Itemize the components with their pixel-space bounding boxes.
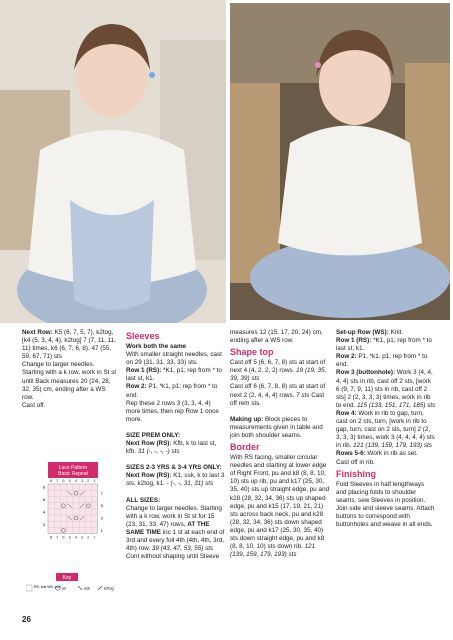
chart-row-number: 2 xyxy=(43,521,46,527)
b-rows56-text: Work in rib as set. xyxy=(367,450,418,458)
b-row4-label: Row 4: xyxy=(336,409,357,417)
all-sizes-heading: ALL SIZES: xyxy=(126,496,161,504)
chart-col-number: 3 xyxy=(80,478,84,483)
shape-p3-count: 7 sts xyxy=(296,391,310,399)
finishing-text: Fold Sleeves in half lengthways and placing folds to shoulder seams, sew Sleeves in position. Join side and sleeve seams. Attach buttons to correspond with buttonholes and weave in all ends. xyxy=(336,480,435,529)
lace-pattern-chart xyxy=(31,462,121,577)
next-row-label: Next Row: xyxy=(22,329,53,336)
border-castoff: Cast off in rib. xyxy=(336,458,375,466)
row1-label: Row 1 (RS): xyxy=(126,367,162,375)
sizes23-row xyxy=(126,472,226,488)
photo-right xyxy=(227,0,453,323)
ssk-icon xyxy=(78,586,82,590)
key-title: Key xyxy=(62,575,72,581)
chart-col-number-bottom: 5 xyxy=(68,534,71,540)
chart-col-number-bottom: 1 xyxy=(93,534,96,540)
b-row3-count: 115 (133, 151, 171, 185) sts xyxy=(357,401,436,409)
border-count: 121 (139, 159, 179, 193) sts xyxy=(230,543,316,559)
chart-row-number: 3 xyxy=(100,515,103,521)
key-yo-label: yo xyxy=(62,585,67,591)
row1-text: *K1, p1; rep from * to last st, k1. xyxy=(126,367,222,383)
chart-col-number-bottom: 7 xyxy=(56,534,59,540)
making-label: Making up: xyxy=(230,415,264,423)
key-svg xyxy=(26,573,136,597)
shape-top-p2 xyxy=(230,383,330,407)
measures-text: measures 12 (15, 17, 20, 24) cm, ending after a WS row. xyxy=(230,329,323,345)
border-row1 xyxy=(336,337,436,353)
chart-key xyxy=(26,573,136,599)
b-row4-text: Work in rib to gap, turn, cast on 2 sts, turn, [work in rib to gap, turn, cast on 2 sts, turn] 2 (2, 3, 3, 3) times, work 3 (4, 4, 4, 4) sts in rib. xyxy=(336,409,435,450)
prem-count: 31 (-, -, -, -) sts xyxy=(137,448,180,456)
sleeves-cast-on: With smaller straight needles, cast on 29 (31, 31, 33, 33) sts. xyxy=(126,351,222,367)
chart-row-number: 8 xyxy=(43,484,46,490)
key-knit-label: RS: knit WS: purl xyxy=(34,585,61,589)
chart-col-number: 5 xyxy=(68,478,71,483)
border-row4 xyxy=(336,410,436,450)
chart-col-number: 2 xyxy=(87,478,90,483)
making-text: Block pieces to measurements given in table and join both shoulder seams. xyxy=(230,415,323,439)
shape-p2: Cast off 5 (6, 6, 7, 8) sts at start of next 4 (4, 2, 2, 2) rows. xyxy=(230,359,326,375)
cast-off-text: Cast off. xyxy=(22,401,46,409)
column-3 xyxy=(230,329,330,559)
all-same: AT THE SAME TIME xyxy=(126,520,210,536)
chart-col-number: 6 xyxy=(62,478,65,483)
size-prem-row xyxy=(126,440,226,456)
knit-key-swatch xyxy=(26,585,32,591)
s23-label: Next Row (RS): xyxy=(126,472,172,480)
lace-chart-svg xyxy=(31,462,121,572)
chart-col-number-bottom: 6 xyxy=(62,534,65,540)
sizes23-heading: SIZES 2-3 YRS & 3-4 YRS ONLY: xyxy=(126,464,222,472)
s23-text: K1, ssk, k to last 3 sts, k2tog, k1. xyxy=(126,472,225,488)
row2-label: Row 2: xyxy=(126,383,147,391)
k2tog-icon xyxy=(98,586,102,590)
page-number: 26 xyxy=(22,615,31,624)
sleeves-row2 xyxy=(126,383,226,399)
finishing-heading: Finishing xyxy=(336,468,376,479)
back-paragraph: Change to larger needles. Starting with a k row, work in St st until Back measures 20 (24, 28, 32, 35) cm, ending after a WS row. xyxy=(22,361,117,401)
setup-text: Knit. xyxy=(390,329,404,336)
sleeves-rep: Rep these 2 rows 3 (3, 3, 4, 4) more times, then rep Row 1 once more. xyxy=(126,399,219,423)
chart-col-number-bottom: 8 xyxy=(49,534,53,540)
chart-col-number: 8 xyxy=(49,478,53,483)
key-k2tog-label: k2tog xyxy=(104,585,114,591)
border-text xyxy=(230,454,330,559)
b-row1-text: *K1, p1; rep from * to last st, k1. xyxy=(336,337,432,353)
b-rows56-label: Rows 5-6: xyxy=(336,450,366,458)
chart-col-number: 7 xyxy=(56,478,59,483)
column-1 xyxy=(22,329,117,410)
all-sizes-cont: Cont without shaping until Sleeve xyxy=(126,553,220,561)
all-text2: inc 1 st at each end of 3rd and every foll 4th (4th, 4th, 3rd, 4th) row. xyxy=(126,528,225,553)
chart-col-number: 1 xyxy=(93,478,96,483)
b-row3-text: Work 3 (4, 4, 4, 4) sts in rib, cast off 2 sts, [work 6 (9, 7, 9, 11) sts in rib, cast off 2 sts] 2 (2, 3, 3, 3) times, work in rib to end. xyxy=(336,369,433,409)
border-heading: Border xyxy=(230,442,260,453)
shape-p3: Cast off 6 (6, 7, 8, 8) sts at start of next 2 (2, 4, 4, 4) rows. xyxy=(230,383,326,399)
sleeves-row1 xyxy=(126,367,226,383)
shape-top-heading: Shape top xyxy=(230,347,274,358)
making-up xyxy=(230,416,330,440)
chart-row-number: 5 xyxy=(100,503,103,509)
chart-title-1: Lace Pattern xyxy=(58,465,88,471)
chart-col-number-bottom: 4 xyxy=(74,534,78,540)
all-sizes-text xyxy=(126,505,226,554)
chart-row-number: 4 xyxy=(43,509,46,515)
shape-p3-end: Cast off rem sts. xyxy=(230,391,325,407)
s23-count: - (-, -, 31, 31) sts xyxy=(166,480,214,488)
b-row3-label: Row 3 (buttonhole): xyxy=(336,369,396,377)
row2-text: P1, *k1, p1; rep from * to end. xyxy=(126,383,218,399)
sleeves-subheading: Work both the same xyxy=(126,343,187,350)
size-prem-heading: SIZE PREM ONLY: xyxy=(126,431,181,439)
chart-row-number: 1 xyxy=(100,528,103,533)
setup-row xyxy=(336,329,436,337)
column-2 xyxy=(126,329,226,561)
girl-photo-right xyxy=(230,3,450,320)
prem-text: Kfb, k to last st, kfb. xyxy=(126,440,217,456)
chart-row-number: 7 xyxy=(100,490,103,496)
column-4 xyxy=(336,329,436,529)
shape-top-p1 xyxy=(230,359,330,383)
all-text1: Change to larger needles. Starting with a k row, work in St st for 15 (23, 31, 33, 47) rows, xyxy=(126,504,222,528)
shape-p2-count: 19 (19, 35, 39, 39) sts xyxy=(230,367,327,383)
b-row1-label: Row 1 (RS): xyxy=(336,337,372,345)
chart-col-number-bottom: 3 xyxy=(80,534,84,540)
border-p4: With RS facing, smaller circular needles and starting at lower edge of Right Front, pu and k8 (8, 8, 10, 10) sts up rib, pu and k17 (25, 30, 35, 40) sts up straight edge, pu and k28 (28, 32, 34, 36) sts up shaped edge, pu and k15 (17, 19, 21, 21) sts across back neck, pu and k28 (28, 32, 34, 36) sts down shaped edge, pu and k17 (25, 30, 35, 40) sts down straight edge, pu and k8 (8, 8, 10, 10) sts down rib. xyxy=(230,454,330,551)
girl-photo-left xyxy=(0,0,226,323)
setup-label: Set-up Row (WS): xyxy=(336,329,389,336)
next-row-paragraph xyxy=(22,329,117,361)
border-rows56 xyxy=(336,450,436,458)
b-row2-label: Row 2: xyxy=(336,353,357,361)
chart-row-number: 6 xyxy=(43,497,46,502)
chart-col-number: 4 xyxy=(74,478,78,483)
all-count: 39 (43, 47, 53, 55) sts xyxy=(151,545,214,553)
photo-left xyxy=(0,0,226,323)
chart-col-number-bottom: 2 xyxy=(87,534,90,540)
border-row2 xyxy=(336,353,436,369)
b-row4-count: 121 (139, 159, 179, 193) sts xyxy=(353,442,432,450)
key-ssk-label: ssk xyxy=(84,585,90,591)
sleeves-heading: Sleeves xyxy=(126,331,160,341)
chart-title-2: Basic Repeat xyxy=(58,471,88,477)
prem-label: Next Row (RS): xyxy=(126,440,172,448)
next-row-text: K5 (6, 7, 5, 7), k2tog, [k4 (5, 3, 4, 4), k2tog] 7 (7, 11, 11, 11) times, k6 (6, 7, 6, 8). 47 (55, 59, 67, 71) sts xyxy=(22,329,116,361)
b-row2-text: P1, *k1, p1; rep from * to end. xyxy=(336,353,428,369)
border-row3 xyxy=(336,369,436,409)
